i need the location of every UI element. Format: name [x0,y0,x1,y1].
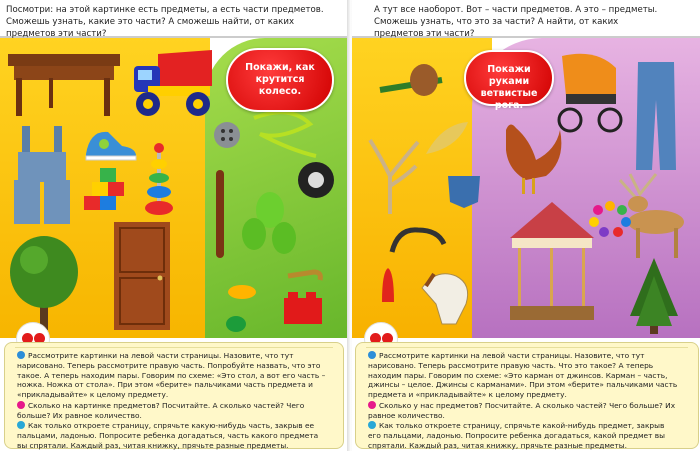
instruction-2: Сколько на картинке предметов? Посчитайте. А сколько частей? Чего больше? Их равное количество. [17,401,305,420]
sneaker-illustration [82,124,138,162]
flower-icon [368,401,376,409]
flower-icon [368,351,376,359]
flower-icon [368,421,376,429]
pine-cone-illustration [376,60,446,104]
flower-icon [17,401,25,409]
intro-text: А тут все наоборот. Вот – части предметов. А это – предметы. Сможешь узнать, что это за части? А найти, от каких предметов эти части? [374,5,658,39]
overalls-illustration [8,126,76,226]
beads-illustration [588,200,634,240]
antler-illustration [366,136,422,216]
blocks-illustration [82,166,132,218]
bubble-text: Покажи, как крутится колесо. [245,62,315,97]
door-illustration [112,220,172,332]
button-illustration [212,120,242,150]
instructions-box [4,342,344,449]
jeans-pocket-illustration [444,172,484,212]
carousel-horse-illustration [416,258,476,330]
leaf-illustration [240,190,300,260]
speech-bubble [464,50,554,111]
fir-tree-illustration [624,256,684,336]
speech-bubble [226,48,334,112]
right-page [352,0,700,451]
rings-illustration [222,280,262,336]
instruction-2: Сколько у нас предметов? Посчитайте. А сколько частей? Чего больше? Их равное количество. [368,401,676,420]
instructions-box [355,342,699,449]
table-leg-illustration [212,170,228,260]
flower-icon [17,421,25,429]
table-illustration [4,48,124,118]
carousel-illustration [502,198,602,334]
instruction-1: Рассмотрите картинки на левой части страницы. Назовите, что тут нарисовано. Теперь рассмотрите правую часть. Попробуйте назвать, что это такое. А теперь находим пары. Говорим по схеме: «Это стол, а вот его часть – ножка. Ножка от стола». При этом «берите» пальчиками часть предмета и «прикладывайте» к целому предмету. [17,351,326,400]
instruction-1: Рассмотрите картинки на левой части страницы. Назовите, что тут нарисовано. Теперь рассмотрите правую часть. Что это такое? А теперь находим пары. Говорим по схеме: «Это карман от джинсов. Карман – часть, джинсы – целое. Джинсы с карманами». При этом «берите» пальчиками часть предмета и «прикладывайте» к целому предмету. [368,351,678,400]
shoelace-illustration [250,110,320,160]
wheel-illustration [296,160,336,200]
flower-icon [17,351,25,359]
rooster-comb-illustration [378,262,398,306]
stroller-handle-illustration [388,224,448,256]
lego-brick-illustration [282,288,324,326]
jeans-illustration [634,60,678,176]
toy-truck-illustration [128,44,218,124]
feather-illustration [422,118,472,158]
intro-text: Посмотри: на этой картинке есть предметы, а есть части предметов. Сможешь узнать, какие это части? А сможешь найти, от каких предметов эти части? [6,5,324,39]
instruction-3: Как только откроете страницу, спрячьте какой-нибудь предмет, закрыв его пальцами, ладонью. Попросите ребенка догадаться, какой предмет вы спрятали. Каждый раз, читая книжку, прячьте разные предметы. [368,421,665,450]
door-handle-illustration [284,262,324,288]
tree-illustration [8,232,80,332]
rooster-illustration [496,120,566,196]
instruction-3: Как только откроете страницу, спрячьте какую-нибудь часть, закрыв ее пальцами, ладонью. Попросите ребенка догадаться, часть какого предмета вы спрятали. Каждый раз, читая книжку, прячьте разные предметы. [17,421,319,450]
bubble-text: Покажи руками ветвистые рога. [480,64,538,111]
pyramid-toy-illustration [144,140,174,220]
